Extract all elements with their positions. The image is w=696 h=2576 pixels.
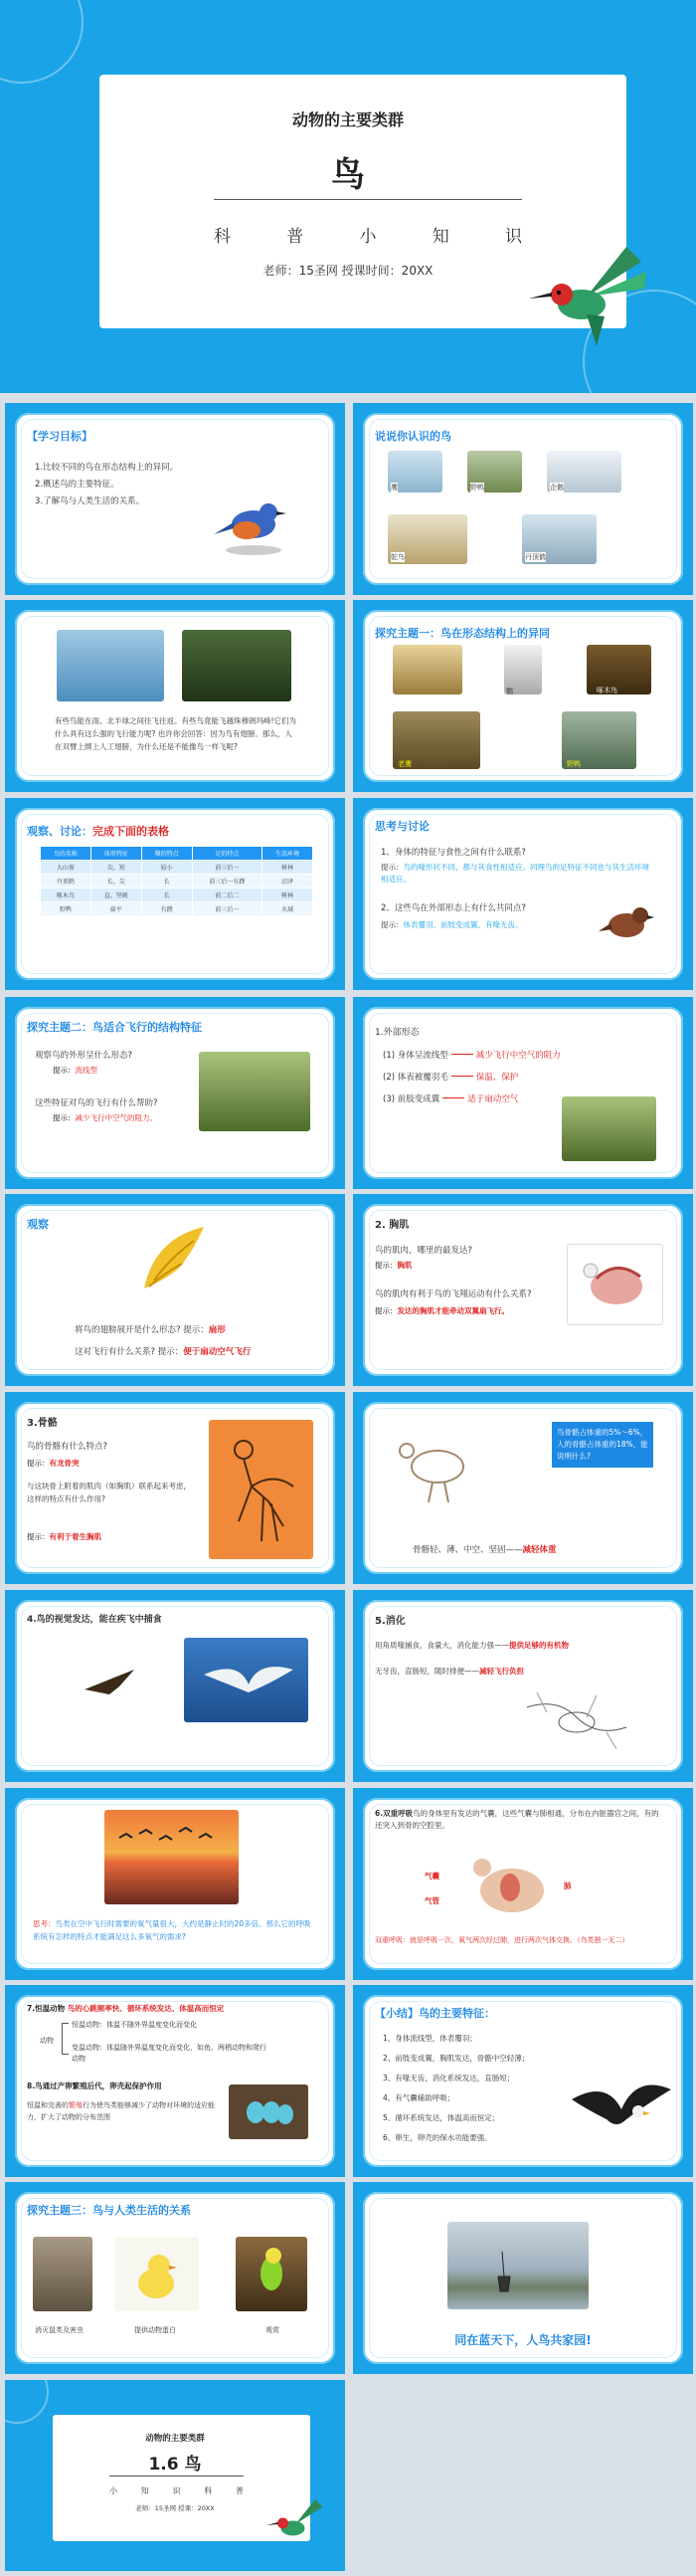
digest-line: 用角质喙捕食，食量大，消化能力强——提供足够的有机物 [375,1641,569,1650]
summary-item: 4、有气囊辅助呼吸； [383,2093,455,2102]
feature-item: (2) 体表被覆羽毛 保温、保护 [383,1073,519,1083]
slogan-text: 同在蓝天下，人鸟共家园! [454,2333,592,2347]
egret-photo [182,630,291,701]
sparrow-icon [597,897,656,947]
classify-root: 动物 [40,2037,54,2045]
answer: 提示：有龙骨突 [27,1459,80,1468]
chick-icon [129,2250,184,2304]
bottom-line: 骨骼轻、薄、中空、坚固——减轻体重 [413,1545,557,1555]
repro-text: 恒温和完善的繁殖行为使鸟类能够减少了动物对环境的适应能力，扩大了动物的分布范围 [27,2101,215,2121]
goal-item: 1.比较不同的鸟在形态结构上的异同。 [35,463,179,473]
photo-label: 丹顶鹤 [525,553,546,561]
answer: 提示：有利于着生胸肌 [27,1532,101,1541]
photo-label: 鸵鸟 [391,553,405,561]
bird-table: 鸟的名称 体形特征 喙的特点 足的特点 生活环境 大山雀 尖、短 较小 前三后一 树林 丹顶鹤 长、尖 长 前三后一有蹼 沼泽 啄木鸟 直、坚硬 长 前二后二 树林 野鸭 扁平 有蹼 前三后一 水域 [40,846,313,916]
answer: 提示：胸肌 [375,1261,413,1270]
classify-item: 变温动物：体温随外界温度变化而变化，如鱼、两栖动物和爬行动物 [72,2044,266,2063]
end-slide [5,2380,345,2571]
hummingbird-icon [265,2489,335,2559]
birds-silhouette-icon [114,1826,224,1851]
slide-topic-two [5,997,345,1189]
hawk-icon [80,1665,139,1704]
question: 1、身体的特征与食性之间有什么联系? [381,848,526,858]
gull-icon [199,1655,298,1709]
end-title: 1.6 鸟 [148,2455,202,2475]
slide-skeleton [5,1392,345,1584]
muscle-icon [577,1249,656,1318]
classify-item: 恒温动物：体温不随外界温度变化而变化 [72,2021,197,2029]
owl-photo [33,2237,92,2311]
cover-divider [214,199,522,200]
slide-bone-weight [353,1392,693,1584]
flamingo-photo [57,630,164,701]
feature-item: (1) 身体呈流线型 减少飞行中空气的阻力 [383,1051,561,1061]
cover-tagline: 科 普 小 知 识 [214,227,522,247]
cover-subtitle: 动物的主要类群 [291,110,404,129]
slide-heading: 5.消化 [375,1616,406,1627]
label-air-sac: 气囊 [425,1872,439,1881]
slide-think-discuss [353,798,693,990]
photo-label: 野鸭 [470,484,484,492]
summary-item: 5、循环系统发达，体温高而恒定； [383,2113,500,2122]
answer: 提示：减少飞行中空气的阻力。 [53,1113,157,1122]
end-tagline: 小 知 识 科 普 [109,2486,244,2495]
slide-double-respiration [353,1788,693,1980]
think-text: 思考：鸟类在空中飞行时需要的氧气量很大，大约是静止时的20多倍。那么它的呼吸系统有怎样的特点才能满足这么多氧气的需求? [33,1919,311,1941]
photo-caption: 观赏 [265,2326,279,2334]
feature-item: (3) 前肢变成翼 适于扇动空气 [383,1094,519,1104]
summary-item: 1、身体流线型，体表覆羽； [383,2034,477,2043]
answer: 提示：体表覆羽、前肢变成翼、有喙无齿。 [381,920,523,929]
summary-item: 6、卵生，卵壳的保水功能要强。 [383,2133,492,2142]
question: 鸟的肌肉，哪里的最发达? [375,1246,473,1256]
slide-vision [5,1590,345,1782]
slide-heading: 4.鸟的视觉发达，能在疾飞中捕食 [27,1615,162,1625]
table-row: 丹顶鹤 长、尖 长 前三后一有蹼 沼泽 [41,875,313,889]
slide-breast-muscle [353,1194,693,1386]
eagle-icon [567,2070,676,2149]
photo-label: 野鸭 [567,760,581,768]
slide-topic-one [353,600,693,792]
skeleton-icon [214,1432,308,1551]
answer: 提示：鸟的喙形状不同，都与其食性相适应。同理鸟的足特征不同也与其生活环境相适应。 [381,863,649,884]
slide-heading: 观察、讨论：完成下面的表格 [27,825,169,838]
question: 鸟的肌肉有利于鸟的飞翔运动有什么关系? [375,1289,532,1299]
end-meta: 老师：15圣网 授课：20XX [135,2504,215,2512]
slide-wing-observe [5,1194,345,1386]
slide-heading: 2. 胸肌 [375,1220,410,1231]
question: 这些特征对鸟的飞行有什么帮助? [35,1098,158,1108]
bulbul-photo [199,1052,310,1131]
cover-meta: 老师：15圣网 授课时间：20XX [262,264,434,278]
bird-skeleton-icon [393,1427,482,1506]
photo-caption: 提供动物蛋白 [134,2326,176,2334]
bulbul-photo [562,1096,656,1161]
wing-icon [134,1219,214,1298]
callout-box: 鸟骨骼占体重的5%～6%，人的骨骼占体重的18%，能说明什么? [552,1422,653,1468]
section-heading: 8.鸟通过产卵繁殖后代，卵壳起保护作用 [27,2081,162,2090]
goal-item: 3.了解鸟与人类生活的关系。 [35,496,145,506]
table-row: 野鸭 扁平 有蹼 前三后一 水域 [41,902,313,916]
respiration-note: 双重呼吸：就是呼吸一次，氧气两次经过肺，进行两次气体交换。（鸟类独一无二） [375,1936,629,1944]
parakeet-icon [252,2244,291,2303]
slide-slogan [353,2182,693,2374]
slide-flight-question [5,600,345,792]
question: 观察鸟的外形呈什么形态? [35,1051,133,1061]
caption-text: 有些鸟能在雨、北半球之间往飞往返。有些鸟竟能飞越珠穆朗玛峰!它们为什么具有这么强的飞行能力呢? 也许你会回答：因为鸟有翅膀。那么，人在双臂上绑上人工翅膀，为什么还是不能像鸟一样飞呢? [55,716,297,751]
slide-observe-table [5,798,345,990]
question: 将鸟的翅膀展开是什么形态? 提示：扇形 [75,1325,226,1335]
table-row: 啄木鸟 直、坚硬 长 前二后二 树林 [41,889,313,902]
slide-heading: 【学习目标】 [27,430,92,443]
end-divider [109,2476,244,2477]
slide-heading: 探究主题一：鸟在形态结构上的异同 [375,627,550,640]
photo-label: 企鹅 [550,484,564,492]
digestive-diagram-icon [517,1687,646,1757]
slide-heading: 1.外部形态 [375,1028,420,1038]
question: 这对飞行有什么关系? 提示：便于扇动空气飞行 [75,1347,252,1357]
cover-title: 鸟 [331,155,365,195]
slide-digestion [353,1590,693,1782]
classify-brace [62,2023,69,2055]
slide-known-birds [353,403,693,595]
hummingbird-icon [527,227,666,366]
section-heading: 7.恒温动物 鸟的心跳频率快、循环系统发达、体温高而恒定 [27,2004,225,2013]
slide-summary [353,1985,693,2177]
question: 2、这些鸟在外部形态上有什么共同点? [381,903,526,913]
air-sac-diagram-icon [462,1846,562,1925]
slide-heading: 观察 [27,1218,49,1231]
eggs-icon [242,2096,297,2128]
summary-item: 2、前肢变成翼，胸肌发达，骨骼中空轻薄； [383,2054,530,2063]
slide-external-form [353,997,693,1189]
answer: 提示：发达的胸肌才能牵动双翼扇飞行。 [375,1306,509,1315]
table-row: 大山雀 尖、短 较小 前三后一 树林 [41,861,313,875]
photo-caption: 消灭鼠类及害虫 [35,2326,84,2334]
digest-line: 无牙齿，直肠短，随时排便——减轻飞行负担 [375,1667,524,1676]
heron-icon [472,2242,532,2301]
slide-warm-blooded [5,1985,345,2177]
slide-heading: 3.骨骼 [27,1418,58,1429]
photo-label: 啄木鸟 [597,687,617,694]
slide-heading: 说说你认识的鸟 [375,430,451,443]
photo-label: 鹦 [506,688,513,695]
question: 鸟的骨骼有什么特点? [27,1442,108,1452]
slide-oxygen-question [5,1788,345,1980]
photo-label: 鹰 [391,484,398,492]
slide-topic-three [5,2182,345,2374]
sunset-photo [104,1810,239,1904]
label-lung: 肺 [564,1882,572,1890]
slide-heading: 思考与讨论 [375,820,430,833]
answer: 提示：流线型 [53,1066,97,1075]
label-trachea: 气管 [425,1896,439,1905]
respiration-text: 6.双重呼吸鸟的身体里有发达的气囊，这些气囊与肺相通，分布在内脏器官之间，有的还突入到骨的空腔里。 [375,1809,659,1830]
slide-learning-goals [5,403,345,595]
slide-heading: 探究主题二：鸟适合飞行的结构特征 [27,1021,202,1034]
photo-label: 老鹰 [398,760,412,768]
bluebird-icon [209,483,298,562]
slide-heading: 探究主题三：鸟与人类生活的关系 [27,2204,191,2217]
cover-slide [0,0,696,393]
question: 与这块骨上附着的肌肉（如胸肌）联系起来考虑，这样的特点有什么作用? [27,1482,191,1503]
goal-item: 2.概述鸟的主要特征。 [35,480,119,490]
summary-item: 3、有喙无齿，消化系统发达，直肠短； [383,2074,515,2082]
parrot-photo [393,645,462,694]
slide-heading: 【小结】鸟的主要特征： [375,2007,495,2020]
end-subtitle: 动物的主要类群 [145,2434,205,2444]
